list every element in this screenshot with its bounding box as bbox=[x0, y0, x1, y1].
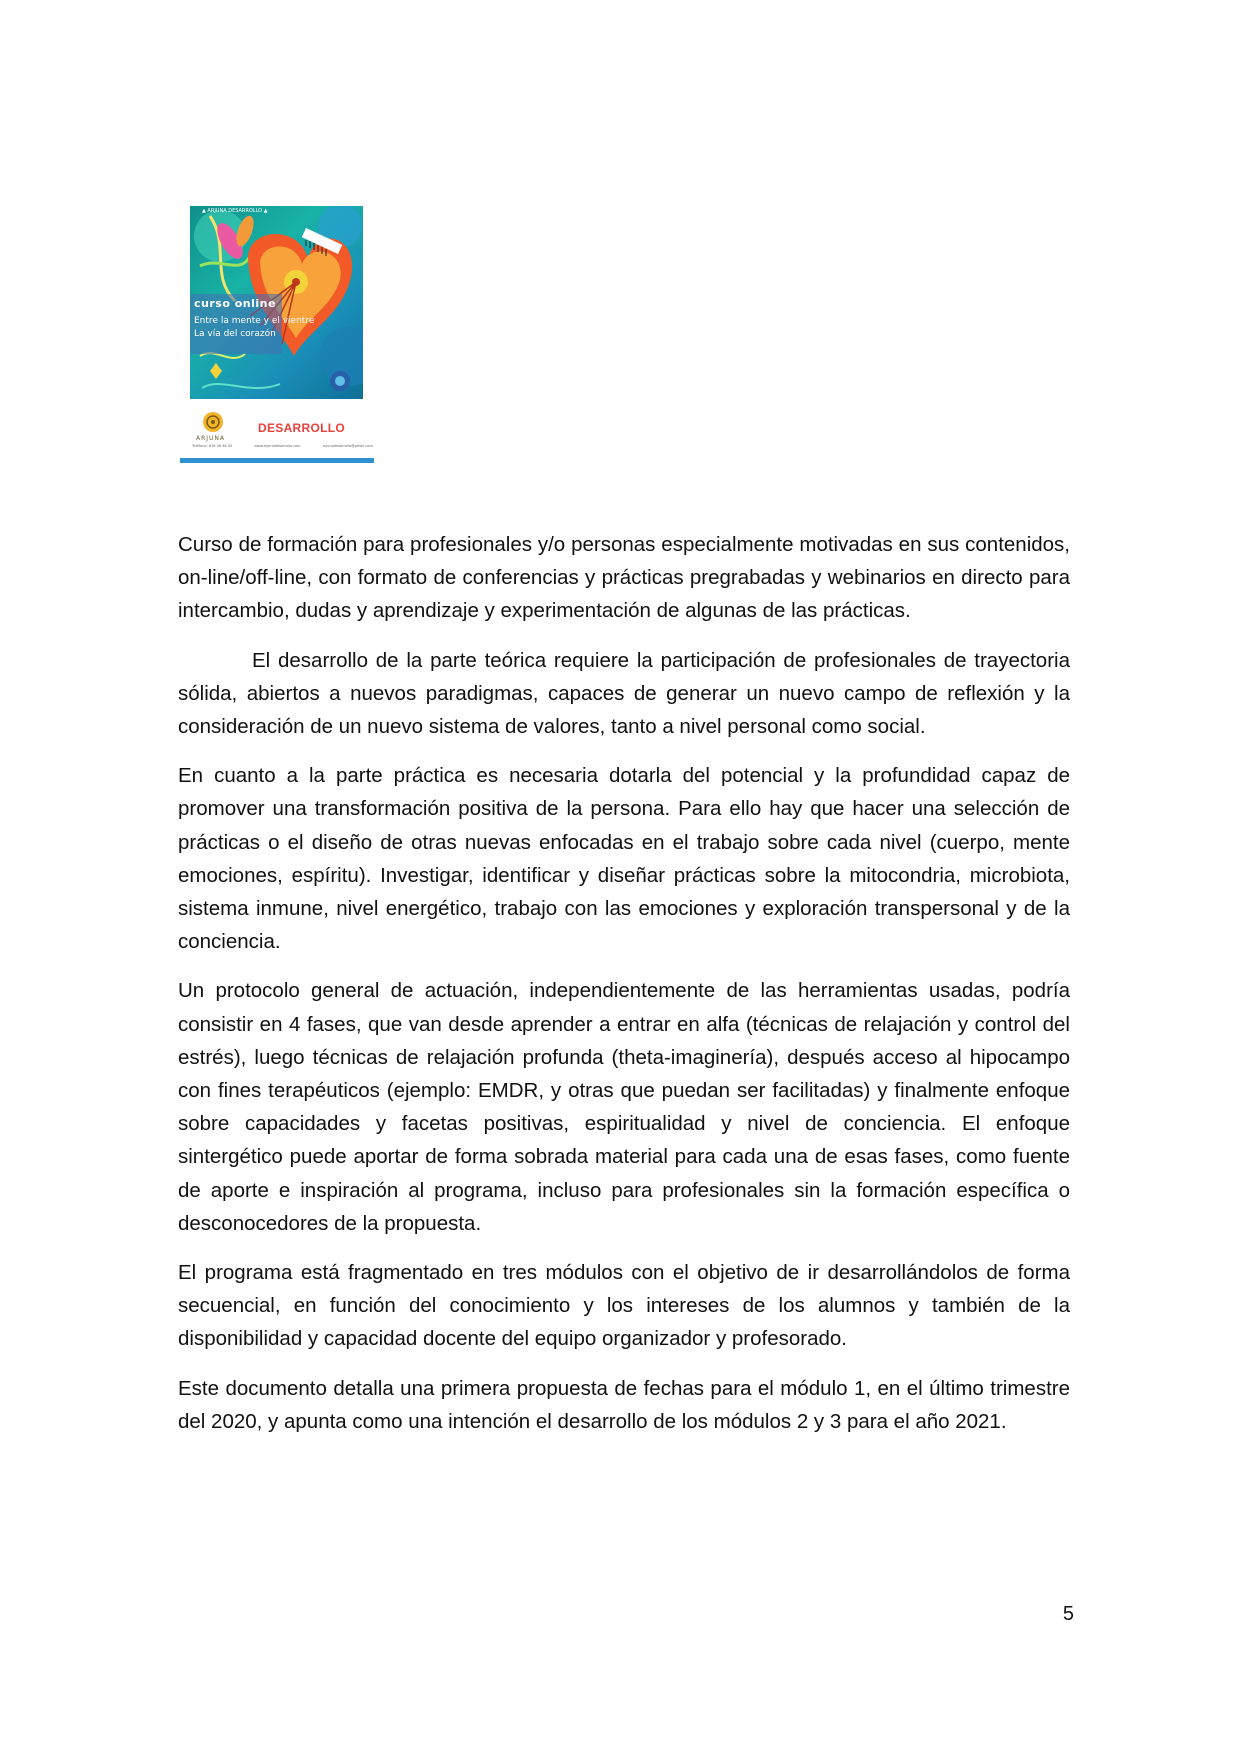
paragraph-6: Este documento detalla una primera propuesta de fechas para el módulo 1, en el último trimestre del 2020, y apunta como una intención el desarrollo de los módulos 2 y 3 para el año 2021. bbox=[178, 1376, 1070, 1433]
page-number: 5 bbox=[1062, 1603, 1074, 1625]
cover-course-label: curso online bbox=[194, 297, 276, 310]
cover-top-line: ▲ ARJUNA DESARROLLO ▲ bbox=[202, 208, 268, 214]
cover-footer-email: arjunadesarrollo@gmail.com bbox=[322, 444, 373, 448]
paragraph-4: Un protocolo general de actuación, independientemente de las herramientas usadas, podría consistir en 4 fases, que van desde aprender a entrar en alfa (técnicas de relajación y control del estrés), luego técnicas de relajación profunda (theta-imaginería), después acceso al hipocampo con fines terapéuticos (ejemplo: EMDR, y otras que puedan ser facilitadas) y finalmente enfoque sobre capacidades y facetas positivas, espiritualidad y nivel de conciencia. El enfoque sintergético puede aportar de forma sobrada material para cada una de esas fases, como fuente de aporte e inspiración al programa, incluso para profesionales sin la formación específica o desconocedores de la propuesta. bbox=[178, 979, 1070, 1235]
paragraph-1: Curso de formación para profesionales y/o personas especialmente motivadas en sus contenidos, on-line/off-line, con formato de conferencias y prácticas pregrabadas y webinarios en directo para intercambio, dudas y aprendizaje y experimentación de algunas de las prácticas. bbox=[178, 533, 1070, 623]
cover-footer-phone: Teléfono: 616 46 46 00 bbox=[192, 444, 233, 448]
cover-title-line-2: La vía del corazón bbox=[194, 329, 276, 339]
paragraph-2: El desarrollo de la parte teórica requiere la participación de profesionales de trayectoria sólida, abiertos a nuevos paradigmas, capaces de generar un nuevo campo de reflexión y la consideración de un nuevo sistema de valores, tanto a nivel personal como social. bbox=[178, 648, 1070, 739]
cover-title-line-1: Entre la mente y el vientre bbox=[194, 316, 315, 326]
cover-footer-web: www.arjunadesarrollo.com bbox=[254, 444, 301, 448]
cover-logo-text: ARJUNA bbox=[196, 435, 226, 442]
paragraph-5: El programa está fragmentado en tres módulos con el objetivo de ir desarrollándolos de forma secuencial, en función del conocimiento y los intereses de los alumnos y también de la disponibilidad y capacidad docente del equipo organizador y profesorado. bbox=[178, 1261, 1070, 1351]
cover-artwork bbox=[190, 206, 363, 399]
cover-bottom-bar bbox=[180, 458, 374, 463]
body-text bbox=[178, 528, 1070, 1454]
paragraph-3: En cuanto a la parte práctica es necesaria dotarla del potencial y la profundidad capaz de promover una transformación positiva de la persona. Para ello hay que hacer una selección de prácticas o el diseño de otras nuevas enfocadas en el trabajo sobre cada nivel (cuerpo, mente emociones, espíritu). Investigar, identificar y diseñar prácticas sobre la mitocondria, microbiota, sistema inmune, nivel energético, trabajo con las emociones y exploración transpersonal y de la conciencia. bbox=[178, 764, 1070, 954]
cover-tag-desarrollo: DESARROLLO bbox=[258, 421, 345, 435]
course-cover-image bbox=[180, 206, 374, 464]
arjuna-logo-icon bbox=[202, 411, 224, 433]
cover-footer bbox=[192, 444, 372, 448]
